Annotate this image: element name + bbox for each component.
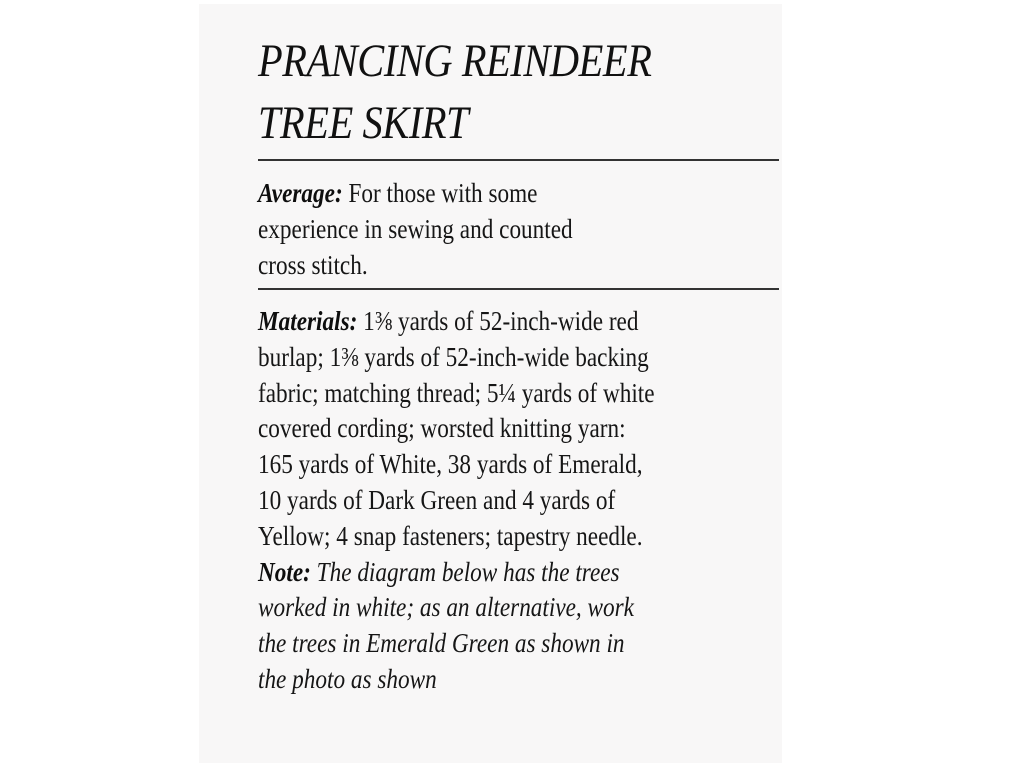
- note-text: The diagram below has the trees: [310, 556, 620, 587]
- title-line-2: TREE SKIRT: [258, 97, 469, 149]
- pattern-content: [258, 4, 780, 694]
- text-line: [258, 176, 740, 212]
- note-line: the photo as shown: [258, 663, 437, 694]
- note-line: the trees in Emerald Green as shown in: [258, 628, 625, 659]
- text-line: 10 yards of Dark Green and 4 yards of: [258, 484, 616, 515]
- note-line: worked in white; as an alternative, work: [258, 592, 634, 623]
- skill-level-text: For those with some: [342, 178, 538, 208]
- text-line: 165 yards of White, 38 yards of Emerald,: [258, 449, 643, 480]
- text-line: burlap; 1⅜ yards of 52-inch-wide backing: [258, 341, 649, 372]
- text-line: covered cording; worsted knitting yarn:: [258, 413, 626, 444]
- text-line: [258, 304, 740, 340]
- text-line: fabric; matching thread; 5¼ yards of white: [258, 377, 655, 408]
- note-label: Note:: [258, 556, 311, 587]
- materials-section: [258, 304, 740, 698]
- text-line: cross stitch.: [258, 249, 368, 280]
- skill-level-label: Average:: [258, 178, 343, 208]
- title-line-1: PRANCING REINDEER: [258, 35, 652, 87]
- divider-title: [258, 159, 779, 161]
- document-page: [199, 4, 782, 763]
- note-line: [258, 555, 740, 591]
- materials-text: 1⅜ yards of 52-inch-wide red: [357, 306, 639, 336]
- materials-label: Materials:: [258, 306, 358, 336]
- skill-level-section: [258, 176, 740, 283]
- pattern-title: [258, 4, 707, 154]
- text-line: Yellow; 4 snap fasteners; tapestry needle.: [258, 520, 643, 551]
- divider-skill: [258, 288, 779, 290]
- text-line: experience in sewing and counted: [258, 213, 573, 244]
